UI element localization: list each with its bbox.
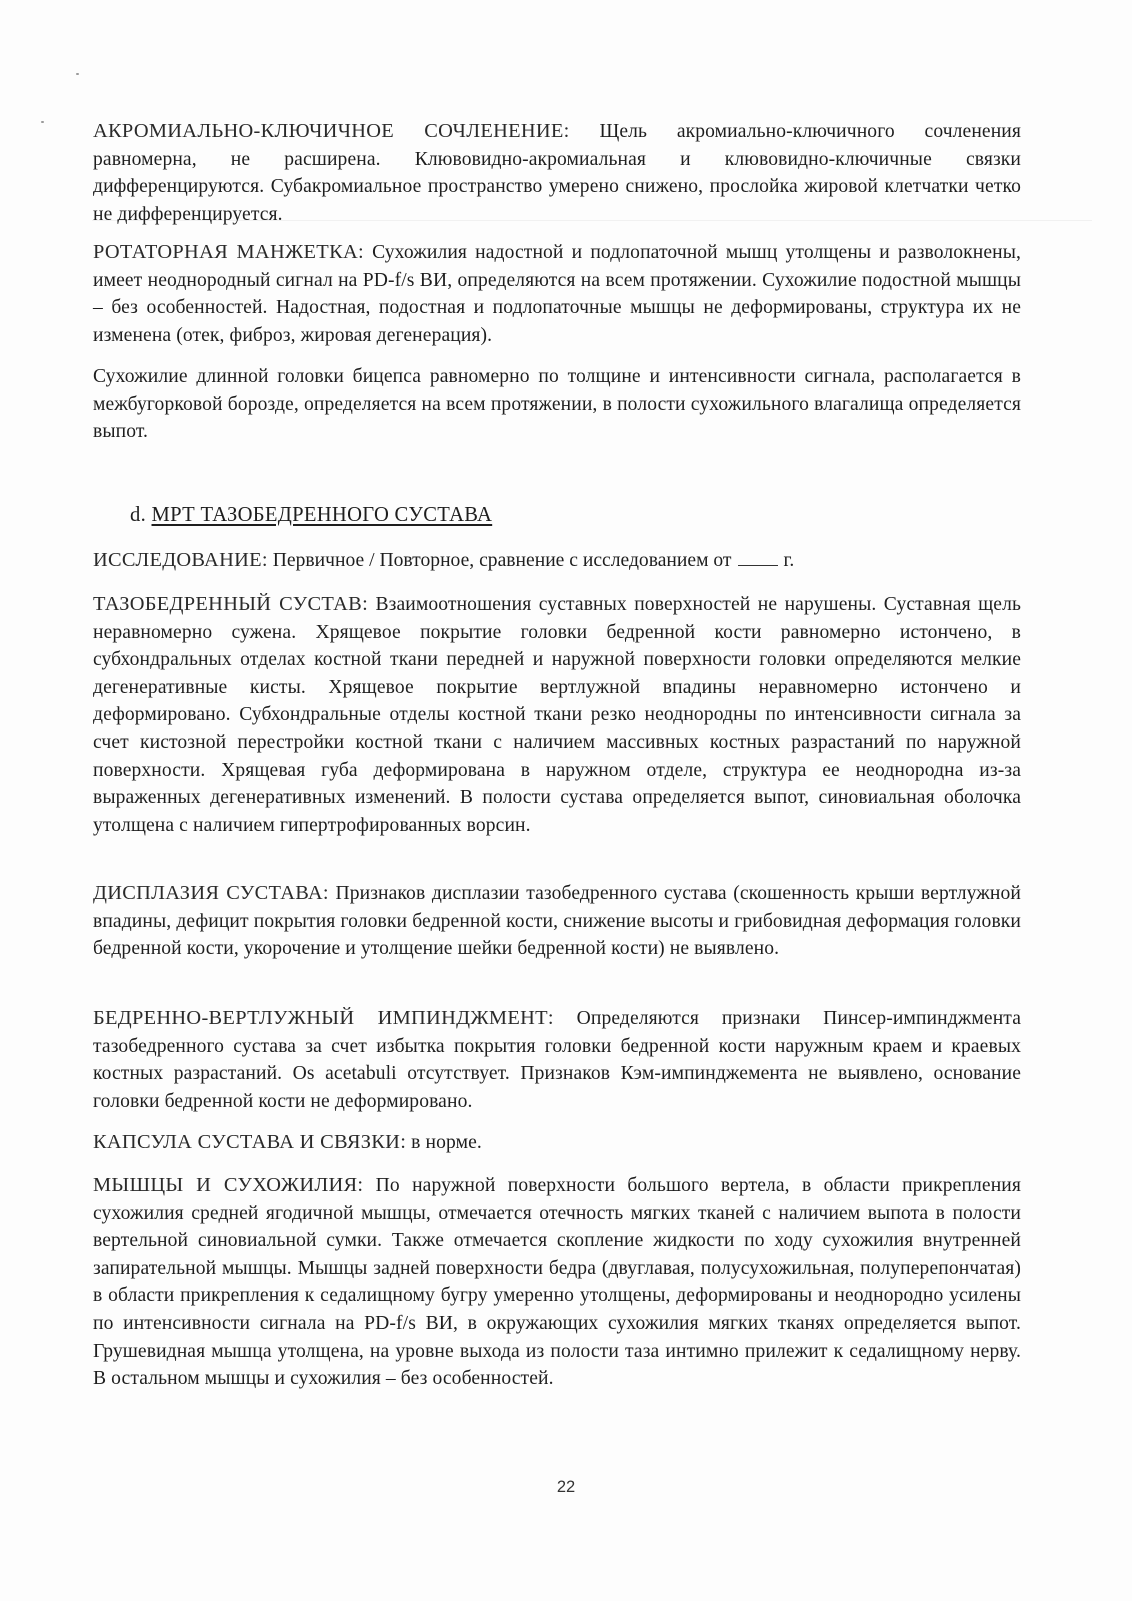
paragraph-rotator-cuff bbox=[93, 239, 1021, 349]
section-marker: d. bbox=[130, 504, 147, 526]
scan-speck bbox=[41, 121, 44, 123]
paragraph-text: По наружной поверхности большого вертела, в области прикрепления сухожилия средней ягодичной мышцы, отмечается отечность мягких тканей с наличием выпота в полости вертельной синовиальной сумки. Также отмечается скопление жидкости по ходу сухожилия внутренней запирательной мышцы. Мышцы задней поверхности бедра (двуглавая, полусухожильная, полуперепончатая) в области прикрепления к седалищному бугру умеренно утолщены, деформированы и неоднородно усилены по интенсивности сигнала на PD-f/s ВИ, в окружающих сухожилия мягких тканях определяется выпот. Грушевидная мышца утолщена, на уровне выхода из полости таза интимно прилежит к седалищному нерву. В остальном мышцы и сухожилия – без особенностей. bbox=[93, 1175, 1021, 1390]
paragraph-text: Признаков дисплазии тазобедренного сустава (скошенность крыши вертлужной впадины, дефицит покрытия головки бедренной кости, снижение высоты и грибовидная деформация головки бедренной кости, укорочение и утолщение шейки бедренной кости) не выявлено. bbox=[93, 883, 1021, 960]
paragraph-muscles-tendons bbox=[93, 1172, 1021, 1393]
paragraph-text: Щель акромиально-ключичного сочленения равномерна, не расширена. Клювовидно-акромиальная и клювовидно-ключичные связки дифференцируются. Субакромиальное пространство умерено снижено, прослойка жировой клетчатки четко не дифференцируется. bbox=[93, 121, 1022, 225]
section-heading bbox=[130, 501, 492, 529]
paragraph-impingement bbox=[93, 1005, 1021, 1115]
paragraph-hip-joint bbox=[93, 591, 1021, 839]
paragraph-heading: МЫШЦЫ И СУХОЖИЛИЯ: bbox=[93, 1174, 364, 1196]
paragraph-heading: БЕДРЕННО-ВЕРТЛУЖНЫЙ ИМПИНДЖМЕНТ: bbox=[93, 1007, 554, 1029]
study-text: Первичное / Повторное, сравнение с исследованием от bbox=[272, 550, 732, 571]
date-blank-field bbox=[738, 549, 778, 566]
paragraph-text: в норме. bbox=[411, 1132, 482, 1153]
paragraph-text: Сухожилия надостной и подлопаточной мышц утолщены и разволокнены, имеет неоднородный сигнал на PD-f/s ВИ, определяются на всем протяжении. Сухожилие подостной мышцы – без особенностей. Надостная, подостная и подлопаточные мышцы не деформированы, структура их не изменена (отек, фиброз, жировая дегенерация). bbox=[93, 242, 1022, 346]
study-heading: ИССЛЕДОВАНИЕ: bbox=[93, 549, 268, 571]
page-number: 22 bbox=[556, 1478, 576, 1496]
scan-speck bbox=[76, 73, 79, 75]
paragraph-heading: АКРОМИАЛЬНО-КЛЮЧИЧНОЕ СОЧЛЕНЕНИЕ: bbox=[93, 120, 570, 142]
study-year-suffix: г. bbox=[783, 550, 795, 571]
paragraph-dysplasia bbox=[93, 880, 1021, 963]
paragraph-heading: ДИСПЛАЗИЯ СУСТАВА: bbox=[93, 882, 329, 904]
section-title: МРТ ТАЗОБЕДРЕННОГО СУСТАВА bbox=[151, 504, 493, 526]
paragraph-capsule bbox=[93, 1129, 1021, 1157]
paragraph-text: Сухожилие длинной головки бицепса равномерно по толщине и интенсивности сигнала, располагается в межбугорковой борозде, определяется на всем протяжении, в полости сухожильного влагалища определяется выпот. bbox=[93, 366, 1021, 443]
paragraph-heading: ТАЗОБЕДРЕННЫЙ СУСТАВ: bbox=[93, 593, 369, 615]
paragraph-biceps-tendon bbox=[93, 363, 1021, 446]
paragraph-heading: РОТАТОРНАЯ МАНЖЕТКА: bbox=[93, 241, 364, 263]
study-line bbox=[93, 547, 794, 575]
paragraph-text: Определяются признаки Пинсер-импинджмента тазобедренного сустава за счет избытка покрытия головки бедренной кости наружным краем и краевых костных разрастаний. Os acetabuli отсутствует. Признаков Кэм-импинджемента не выявлено, основание головки бедренной кости не деформировано. bbox=[93, 1008, 1022, 1112]
paragraph-heading: КАПСУЛА СУСТАВА И СВЯЗКИ: bbox=[93, 1131, 407, 1153]
paragraph-acromioclavicular bbox=[93, 118, 1021, 228]
paragraph-text: Взаимоотношения суставных поверхностей не нарушены. Суставная щель неравномерно сужена. Хрящевое покрытие головки бедренной кости равномерно истончено, в субхондральных отделах костной ткани передней и наружной поверхности головки определяются мелкие дегенеративные кисты. Хрящевое покрытие вертлужной впадины неравномерно истончено и деформировано. Субхондральные отделы костной ткани резко неоднородны по интенсивности сигнала за счет кистозной перестройки костной ткани с наличием массивных костных разрастаний по наружной поверхности. Хрящевая губа деформирована в наружном отделе, структура ее неоднородна из-за выраженных дегенеративных изменений. В полости сустава определяется выпот, синовиальная оболочка утолщена с наличием гипертрофированных ворсин. bbox=[93, 594, 1022, 836]
